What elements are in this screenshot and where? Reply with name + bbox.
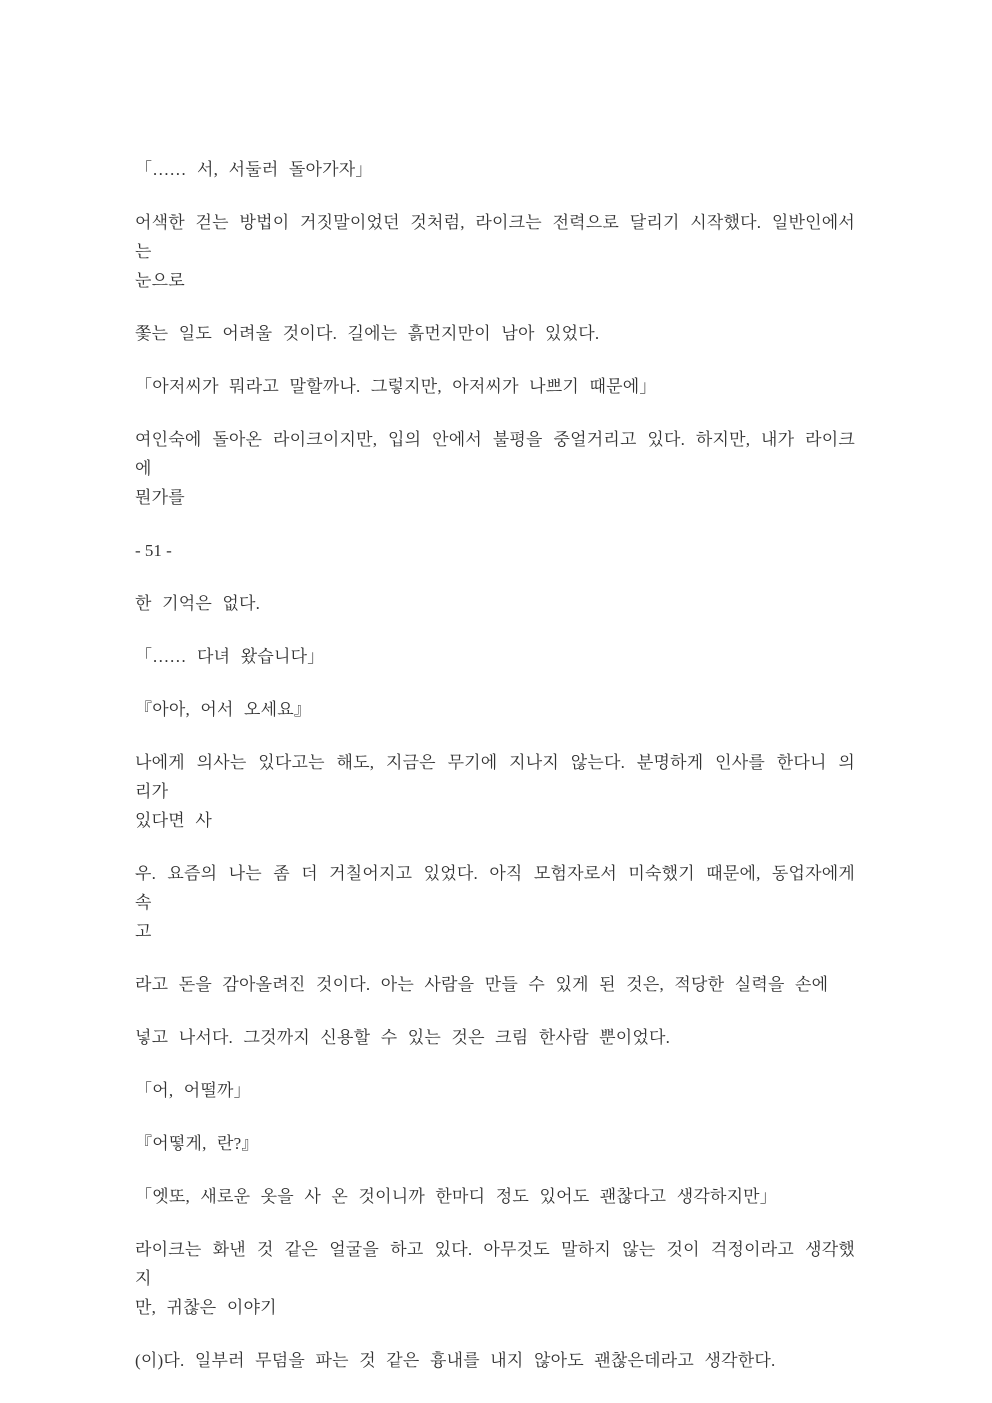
text-line: 있다면 사 [135, 811, 212, 830]
text-line: 『어떻게, 란?』 [135, 1134, 259, 1153]
text-line: 고 [135, 922, 152, 941]
text-line: 만, 귀찮은 이야기 [135, 1298, 277, 1317]
dialogue-line [135, 1129, 855, 1158]
paragraph [135, 425, 855, 512]
text-line: 뭔가를 [135, 488, 185, 507]
text-line: 나에게 의사는 있다고는 해도, 지금은 무기에 지나지 않는다. 분명하게 인사를 한다니 의리가 [135, 753, 855, 801]
paragraph [135, 970, 855, 999]
text-line: 쫓는 일도 어려울 것이다. 길에는 흙먼지만이 남아 있었다. [135, 324, 600, 343]
paragraph [135, 1235, 855, 1322]
text-line: 『아아, 어서 오세요』 [135, 700, 312, 719]
text-line: 여인숙에 돌아온 라이크이지만, 입의 안에서 불평을 중얼거리고 있다. 하지만, 내가 라이크에 [135, 430, 855, 478]
text-line: 라이크는 화낸 것 같은 얼굴을 하고 있다. 아무것도 말하지 않는 것이 걱정이라고 생각했지 [135, 1240, 855, 1288]
text-line: 한 기억은 없다. [135, 594, 261, 613]
paragraph [135, 748, 855, 835]
page-number [135, 536, 855, 565]
paragraph [135, 1346, 855, 1375]
dialogue-line [135, 1182, 855, 1211]
text-line: 「어, 어떨까」 [135, 1081, 251, 1100]
dialogue-line [135, 372, 855, 401]
text-line: 우. 요즘의 나는 좀 더 거칠어지고 있었다. 아직 모험자로서 미숙했기 때문에, 동업자에게 속 [135, 864, 855, 912]
dialogue-line [135, 155, 855, 184]
dialogue-line [135, 642, 855, 671]
paragraph [135, 589, 855, 618]
page-number-label: - 51 - [135, 541, 172, 560]
text-line: 「엣또, 새로운 옷을 사 온 것이니까 한마디 정도 있어도 괜찮다고 생각하지만」 [135, 1187, 778, 1206]
paragraph [135, 1023, 855, 1052]
dialogue-line [135, 695, 855, 724]
text-line: 어색한 걷는 방법이 거짓말이었던 것처럼, 라이크는 전력으로 달리기 시작했다. 일반인에서는 [135, 213, 855, 261]
text-line: 「아저씨가 뭐라고 말할까나. 그렇지만, 아저씨가 나쁘기 때문에」 [135, 377, 657, 396]
paragraph [135, 319, 855, 348]
text-line: 라고 돈을 감아올려진 것이다. 아는 사람을 만들 수 있게 된 것은, 적당한 실력을 손에 [135, 975, 829, 994]
text-line: (이)다. 일부러 무덤을 파는 것 같은 흉내를 내지 않아도 괜찮은데라고 생각한다. [135, 1351, 776, 1370]
text-line: 넣고 나서다. 그것까지 신용할 수 있는 것은 크림 한사람 뿐이었다. [135, 1028, 671, 1047]
paragraph [135, 859, 855, 946]
dialogue-line [135, 1076, 855, 1105]
text-line: 「…… 서, 서둘러 돌아가자」 [135, 160, 373, 179]
text-line: 「…… 다녀 왔습니다」 [135, 647, 325, 666]
text-line: 눈으로 [135, 271, 185, 290]
paragraph [135, 208, 855, 295]
